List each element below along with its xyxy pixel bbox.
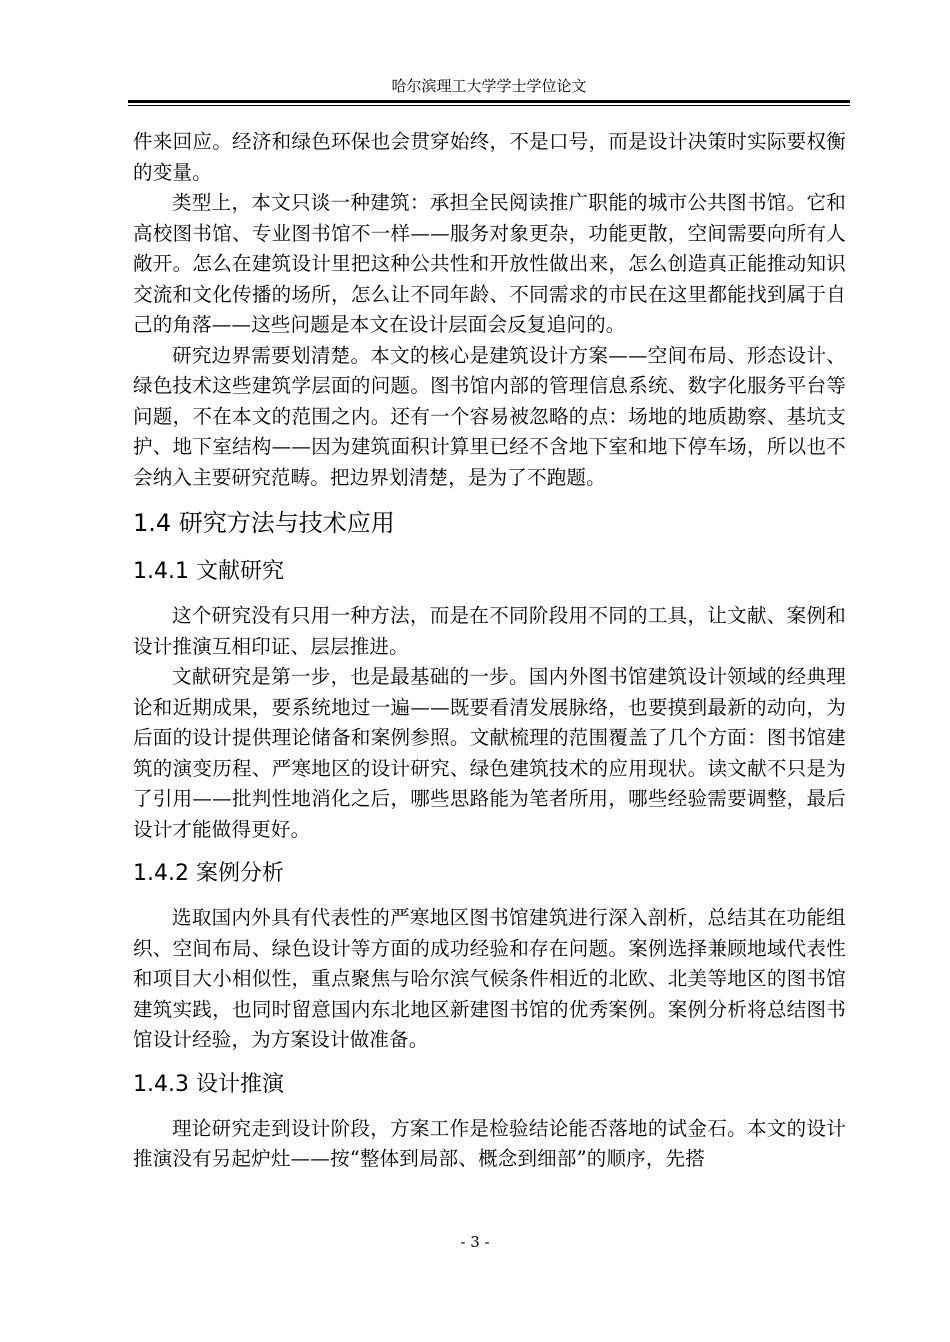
paragraph: 件来回应。经济和绿色环保也会贯穿始终，不是口号，而是设计决策时实际要权衡的变量。 [133,130,846,184]
paragraph: 类型上，本文只谈一种建筑：承担全民阅读推广职能的城市公共图书馆。它和高校图书馆、专业图书馆不一样——服务对象更杂，功能更散，空间需要向所有人敞开。怎么在建筑设计里把这种公共性和开放性做出来，怎么创造真正能推动知识交流和文化传播的场所，怎么让不同年龄、不同需求的市民在这里都能找到属于自己的角落——这些问题是本文在设计层面会反复追问的。 [133,191,846,336]
running-header: 哈尔滨理工大学学士学位论文 [391,77,587,95]
header-rule-thin [128,105,850,106]
subsection-heading-1-4-1: 1.4.1 文献研究 [133,559,284,584]
paragraph: 理论研究走到设计阶段，方案工作是检验结论能否落地的试金石。本文的设计推演没有另起炉灶——按“整体到局部、概念到细部”的顺序，先搭 [133,1116,846,1170]
subsection-heading-1-4-3: 1.4.3 设计推演 [133,1071,284,1097]
paragraph: 研究边界需要划清楚。本文的核心是建筑设计方案——空间布局、形态设计、绿色技术这些建筑学层面的问题。图书馆内部的管理信息系统、数字化服务平台等问题，不在本文的范围之内。还有一个容易被忽略的点：场地的地质勘察、基坑支护、地下室结构——因为建筑面积计算里已经不含地下室和地下停车场，所以也不会纳入主要研究范畴。把边界划清楚，是为了不跑题。 [133,343,846,489]
paragraph: 选取国内外具有代表性的严寒地区图书馆建筑进行深入剖析，总结其在功能组织、空间布局、绿色设计等方面的成功经验和存在问题。案例选择兼顾地域代表性和项目大小相似性，重点聚焦与哈尔滨气候条件相近的北欧、北美等地区的图书馆建筑实践，也同时留意国内东北地区新建图书馆的优秀案例。案例分析将总结图书馆设计经验，为方案设计做准备。 [133,906,846,1051]
subsection-heading-1-4-2: 1.4.2 案例分析 [133,861,284,886]
paragraph: 这个研究没有只用一种方法，而是在不同阶段用不同的工具，让文献、案例和设计推演互相印证、层层推进。 [133,604,846,658]
paragraph: 文献研究是第一步，也是最基础的一步。国内外图书馆建筑设计领域的经典理论和近期成果，要系统地过一遍——既要看清发展脉络，也要摸到最新的动向，为后面的设计提供理论储备和案例参照。文献梳理的范围覆盖了几个方面：图书馆建筑的演变历程、严寒地区的设计研究、绿色建筑技术的应用现状。读文献不只是为了引用——批判性地消化之后，哪些思路能为笔者所用，哪些经验需要调整，最后设计才能做得更好。 [133,665,846,841]
page-body [133,127,846,1175]
section-heading-1-4: 1.4 研究方法与技术应用 [133,509,395,537]
page-number: - 3 - [460,1233,490,1251]
header-rule-thick [128,100,850,103]
